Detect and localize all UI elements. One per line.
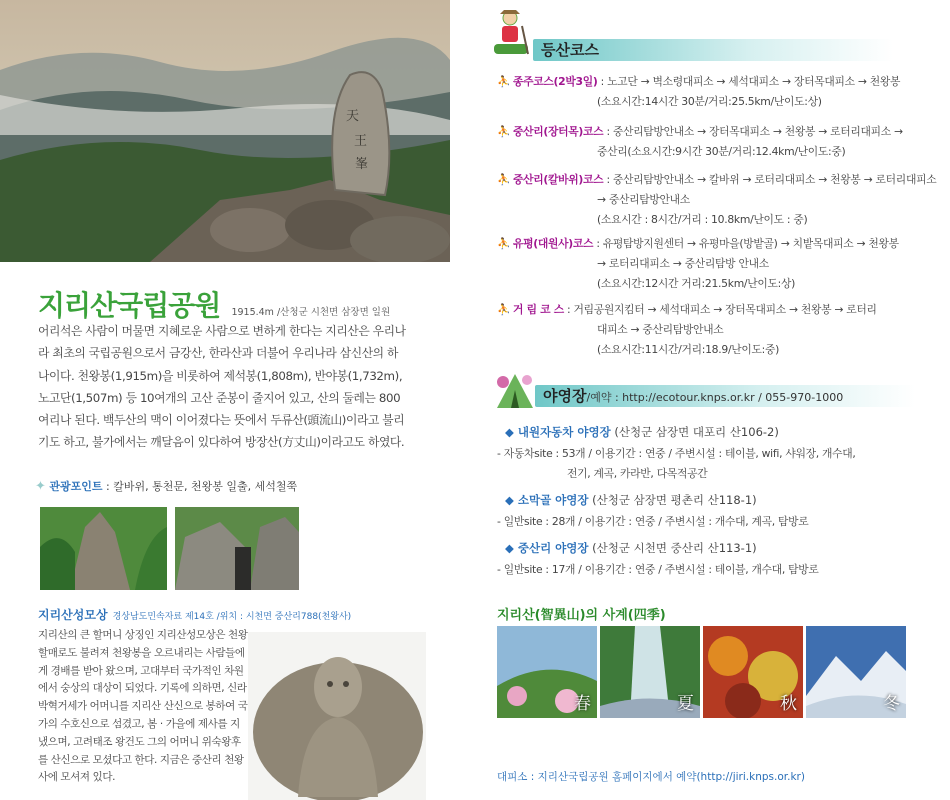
camp-2-details: [497, 512, 808, 532]
hiker-walk-icon: ⛹: [497, 173, 511, 186]
course-route: : 유평탐방지원센터 → 유평마을(방밭골) → 치밭목대피소 → 천왕봉: [593, 237, 899, 250]
course-info: 중산리(소요시간:9시간 30분/거리:12.4km/난이도:중): [597, 145, 846, 158]
course-5: [497, 300, 877, 360]
svg-text:峯: 峯: [355, 157, 369, 172]
camp-details: - 일반site : 17개 / 이용기간 : 연중 / 주변시설 : 테이블, 개수대, 탐방로: [497, 563, 819, 576]
course-info: (소요시간:11시간/거리:18.9/난이도:중): [597, 343, 780, 356]
course-route: : 노고단 → 벽소령대피소 → 세석대피소 → 장터목대피소 → 천왕봉: [597, 75, 901, 88]
camp-details: - 일반site : 28개 / 이용기간 : 연중 / 주변시설 : 개수대, 계곡, 탐방로: [497, 515, 809, 528]
svg-text:王: 王: [354, 134, 368, 149]
hiker-walk-icon: ⛹: [497, 303, 511, 316]
course-1: [497, 72, 900, 112]
hiking-header-bar: [533, 39, 893, 61]
course-cont: → 로터리대피소 → 중산리탐방 안내소: [597, 257, 769, 270]
season-label: 秋: [780, 694, 797, 714]
hiker-walk-icon: ⛹: [497, 237, 511, 250]
course-cont: 대피소 → 중산리탐방안내소: [597, 323, 724, 336]
camp-2-title: [505, 492, 757, 508]
seasons-title: 지리산(智異山)의 사계(四季): [497, 608, 666, 623]
camp-1-title: [505, 424, 779, 440]
course-name: 종주코스(2박3일): [513, 75, 598, 88]
season-label: 春: [574, 694, 591, 714]
camp-details: - 자동차site : 53개 / 이용기간 : 연중 / 주변시설 : 테이블, wifi, 샤워장, 개수대,: [497, 447, 856, 460]
statue-title-row: [38, 606, 351, 623]
course-cont: → 중산리탐방안내소: [597, 193, 690, 206]
course-3: [497, 170, 936, 230]
camp-details-2: 전기, 계곡, 카라반, 다목적공간: [567, 467, 708, 480]
course-name: 거 림 코 스: [513, 303, 564, 316]
tent-icon: [493, 368, 535, 410]
course-info: (소요시간:12시간 거리:21.5km/난이도:상): [597, 277, 796, 290]
season-label: 冬: [883, 694, 900, 714]
statue-text: 지리산의 큰 할머니 상징인 지리산성모상은 천왕할매로도 불려져 천왕봉을 오르내리는 사람들에게 경배를 받아 왔으며, 고대부터 국가적인 차원에서 숭상의 대상이 되었다. 기록에 의하면, 신라 박혁거세가 어머니를 지리산 산신으로 봉하여 국가의 수호신으로 섬겼고, 봄 · 가을에 제사를 지냈으며, 고려태조 왕건도 그의 어머니 위숙왕후를 산신으로 모셨다고 한다. 지금은 중산리 천왕사에 모셔져 있다.: [38, 629, 248, 784]
camp-name: ◆ 중산리 야영장: [505, 541, 589, 555]
course-4: [497, 234, 899, 294]
footer-shelter-note: 대피소 : 지리산국립공원 홈페이지에서 예약(http://jiri.knps.or.kr): [497, 771, 805, 783]
camp-name: ◆ 내원자동차 야영장: [505, 425, 611, 439]
course-route: : 중산리탐방안내소 → 칼바위 → 로터리대피소 → 천왕봉 → 로터리대피소: [603, 173, 937, 186]
course-name: 중산리(칼바위)코스: [513, 173, 604, 186]
camp-1-details: [497, 444, 856, 484]
hiker-walk-icon: ⛹: [497, 125, 511, 138]
course-2: [497, 122, 903, 162]
season-spring: [497, 626, 597, 718]
rock-photo: [40, 507, 167, 590]
camp-3-details: [497, 560, 819, 580]
camp-addr: (산청군 시천면 중산리 산113-1): [588, 541, 757, 555]
sightseeing-items: : 칼바위, 통천문, 천왕봉 일출, 세석철쭉: [106, 480, 298, 493]
park-title-row: [38, 284, 390, 324]
camping-contact: /예약 : http://ecotour.knps.or.kr / 055-970-1000: [586, 391, 844, 404]
course-route: : 거림공원지킴터 → 세석대피소 → 장터목대피소 → 천왕봉 → 로터리: [563, 303, 877, 316]
park-title: 지리산국립공원: [38, 289, 221, 322]
park-subtitle: 1915.4m /산청군 시천면 삼장면 일원: [231, 307, 391, 318]
course-name: 유평(대원사)코스: [513, 237, 594, 250]
hiker-walk-icon: ⛹: [497, 75, 511, 88]
statue-meta: 경상남도민속자료 제14호 /위치 : 시천면 중산리788(천왕사): [112, 612, 352, 622]
camp-addr: (산청군 삼장면 대포리 산106-2): [610, 425, 779, 439]
course-info: (소요시간:14시간 30분/거리:25.5km/난이도:상): [597, 95, 822, 108]
course-route: : 중산리탐방안내소 → 장터목대피소 → 천왕봉 → 로터리대피소 →: [603, 125, 903, 138]
camp-addr: (산청군 삼장면 평촌리 산118-1): [588, 493, 757, 507]
statue-photo: [248, 632, 426, 800]
hiking-header: 등산코스: [541, 41, 599, 59]
gate-rock-photo: [175, 507, 299, 590]
camp-name: ◆ 소막골 야영장: [505, 493, 589, 507]
camp-3-title: [505, 540, 757, 556]
season-summer: [600, 626, 700, 718]
sightseeing-label: 관광포인트: [49, 480, 103, 493]
statue-title: 지리산성모상: [38, 608, 108, 622]
park-intro-text: 어리석은 사람이 머물면 지혜로운 사람으로 변하게 한다는 지리산은 우리나라 최초의 국립공원으로서 금강산, 한라산과 더불어 우리나라 삼신산의 하나이다. 천왕봉(1,915m)을 비롯하여 제석봉(1,808m), 반야봉(1,732m), 노고단(1,507m) 등 10여개의 고산 준봉이 줄지어 있고, 산의 둘레는 800여리나 된다. 백두산의 맥이 이어졌다는 뜻에서 두류산(頭流山)이라고 불리기도 하고, 불가에서는 깨달음이 있다하여 방장산(方丈山)이라고도 하였다.: [38, 324, 406, 450]
svg-text:天: 天: [346, 109, 360, 124]
star-icon: ✦: [35, 479, 46, 494]
season-autumn: [703, 626, 803, 718]
season-winter: [806, 626, 906, 718]
sightseeing-row: [35, 478, 297, 494]
camping-header: 야영장: [543, 387, 587, 405]
course-name: 중산리(장터목)코스: [513, 125, 604, 138]
camping-header-bar: [535, 385, 915, 407]
hiker-icon: [490, 8, 532, 60]
hero-mountain-photo: [0, 0, 450, 262]
season-label: 夏: [677, 694, 694, 714]
course-info: (소요시간 : 8시간/거리 : 10.8km/난이도 : 중): [597, 213, 808, 226]
